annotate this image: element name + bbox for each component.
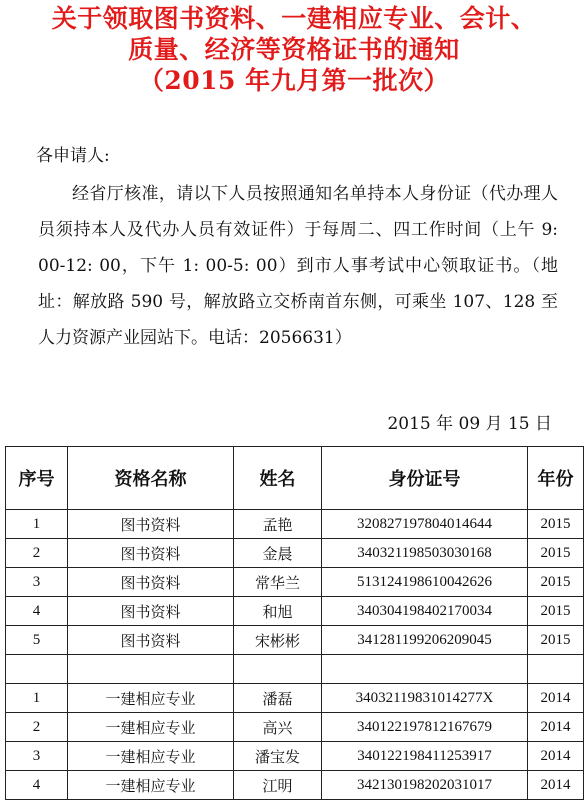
table-row [6, 568, 584, 597]
cell-name: 潘宝发 [234, 742, 322, 771]
notice-body: 经省厅核准，请以下人员按照通知名单持本人身份证（代办理人员须持本人及代办人员有效证件）于每周二、四工作时间（上午 9: 00-12: 00，下午 1: 00-5: 00）到市人事考试中心领取证书。（地址：解放路 590 号，解放路立交桥南首东侧，可乘坐 107、128 至人力资源产业园站下。电话：2056631） [38, 184, 558, 348]
cell-index: 3 [6, 568, 68, 597]
header-qualification: 资格名称 [68, 447, 234, 510]
cell-name: 金晨 [234, 539, 322, 568]
table-header-row [6, 447, 584, 510]
table-row [6, 742, 584, 771]
header-index: 序号 [6, 447, 68, 510]
cell-year: 2015 [528, 539, 584, 568]
cell-index: 2 [6, 713, 68, 742]
cell-year: 2015 [528, 510, 584, 539]
cell-id-number [322, 655, 528, 684]
notice-title-line-2: 质量、经济等资格证书的通知 [128, 35, 460, 64]
cell-index [6, 655, 68, 684]
table-row [6, 684, 584, 713]
cell-qualification: 一建相应专业 [68, 771, 234, 800]
cell-qualification: 一建相应专业 [68, 713, 234, 742]
cell-year [528, 655, 584, 684]
table-row [6, 771, 584, 800]
cell-index: 2 [6, 539, 68, 568]
table-row [6, 597, 584, 626]
cell-id-number: 34032119831014277X [322, 684, 528, 713]
cell-year: 2015 [528, 597, 584, 626]
cell-qualification: 一建相应专业 [68, 684, 234, 713]
cell-qualification: 图书资料 [68, 568, 234, 597]
notice-title-line-3: （2015 年九月第一批次） [138, 66, 450, 95]
cell-index: 4 [6, 771, 68, 800]
table-row [6, 539, 584, 568]
header-name: 姓名 [234, 447, 322, 510]
table-row [6, 713, 584, 742]
certificate-table [5, 446, 584, 800]
notice-date: 2015 年 09 月 15 日 [387, 414, 552, 434]
cell-year: 2015 [528, 626, 584, 655]
cell-qualification: 图书资料 [68, 510, 234, 539]
cell-year: 2014 [528, 713, 584, 742]
table-row-blank [6, 655, 584, 684]
cell-index: 4 [6, 597, 68, 626]
cell-year: 2014 [528, 771, 584, 800]
cell-id-number: 320827197804014644 [322, 510, 528, 539]
cell-index: 1 [6, 684, 68, 713]
cell-name: 和旭 [234, 597, 322, 626]
cell-id-number: 513124198610042626 [322, 568, 528, 597]
cell-name: 高兴 [234, 713, 322, 742]
cell-id-number: 340321198503030168 [322, 539, 528, 568]
cell-year: 2015 [528, 568, 584, 597]
greeting: 各申请人: [36, 146, 110, 166]
cell-qualification: 一建相应专业 [68, 742, 234, 771]
cell-year: 2014 [528, 684, 584, 713]
cell-name: 江明 [234, 771, 322, 800]
cell-year: 2014 [528, 742, 584, 771]
notice-title-line-1: 关于领取图书资料、一建相应专业、会计、 [51, 4, 537, 33]
cell-name: 潘磊 [234, 684, 322, 713]
cell-name: 孟艳 [234, 510, 322, 539]
table-row [6, 626, 584, 655]
cell-qualification [68, 655, 234, 684]
cell-qualification: 图书资料 [68, 539, 234, 568]
table-row [6, 510, 584, 539]
cell-id-number: 341281199206209045 [322, 626, 528, 655]
cell-qualification: 图书资料 [68, 597, 234, 626]
cell-id-number: 342130198202031017 [322, 771, 528, 800]
cell-id-number: 340304198402170034 [322, 597, 528, 626]
cell-id-number: 340122197812167679 [322, 713, 528, 742]
cell-name: 常华兰 [234, 568, 322, 597]
cell-index: 3 [6, 742, 68, 771]
cell-name [234, 655, 322, 684]
cell-qualification: 图书资料 [68, 626, 234, 655]
header-year: 年份 [528, 447, 584, 510]
cell-id-number: 340122198411253917 [322, 742, 528, 771]
cell-index: 1 [6, 510, 68, 539]
cell-name: 宋彬彬 [234, 626, 322, 655]
cell-index: 5 [6, 626, 68, 655]
header-id-number: 身份证号 [322, 447, 528, 510]
